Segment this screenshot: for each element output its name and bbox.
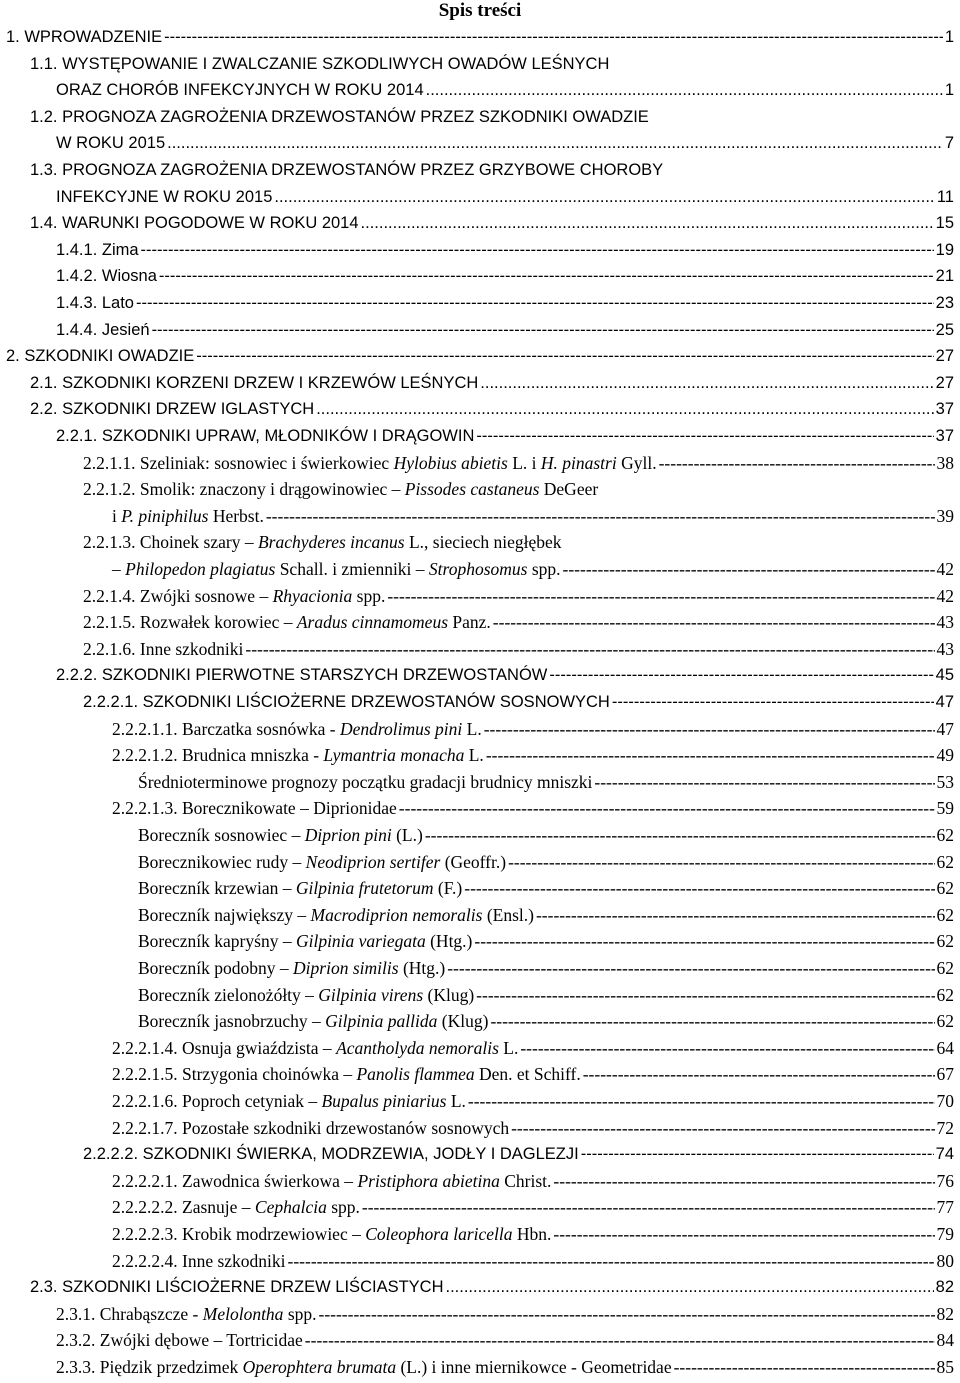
toc-entry-title: 2.2.2.1.6. Poproch cetyniak – Bupalus piniarius L. (112, 1091, 466, 1111)
toc-entry[interactable] (30, 396, 954, 422)
toc-entry-title: ORAZ CHORÓB INFEKCYJNYCH W ROKU 2014 (56, 81, 424, 100)
toc-entry[interactable] (112, 1115, 954, 1141)
toc-leader (553, 1168, 934, 1194)
toc-page-number: 49 (936, 745, 954, 766)
toc-entry-title: 2.2.2.1.5. Strzygonia choinówka – Panolis flammea Den. et Schiff. (112, 1064, 581, 1085)
toc-page-number: 84 (936, 1330, 954, 1351)
toc-entry[interactable] (112, 1035, 954, 1061)
toc-page-number: 82 (936, 1303, 954, 1324)
toc-entry-title: 2.2.1.6. Inne szkodniki (83, 638, 244, 659)
toc-leader (583, 1061, 935, 1087)
toc-leader (464, 875, 934, 901)
toc-entry-title: 1.2. PROGNOZA ZAGROŻENIA DRZEWOSTANÓW PRZEZ SZKODNIKI OWADZIE (30, 107, 649, 126)
toc-page-number: 25 (935, 320, 954, 339)
toc-entry-title: 2.2.2.2.4. Inne szkodniki (112, 1250, 286, 1271)
toc-leader (446, 1274, 934, 1300)
toc-page-number: 76 (936, 1170, 954, 1191)
toc-page-number: 1 (944, 81, 954, 100)
toc-entry-title: 2.2.1.5. Rozwałek korowiec – Aradus cinnamomeus Panz. (83, 612, 491, 633)
toc-leader (167, 130, 943, 156)
toc-leader (476, 423, 933, 449)
toc-page-number: 80 (936, 1250, 954, 1271)
toc-page-number: 27 (935, 373, 954, 392)
toc-entry-title: 2.2.1.3. Choinek szary – Brachyderes incanus L., sieciech niegłębek (83, 532, 562, 553)
toc-leader (164, 24, 943, 50)
toc-page-number: 37 (935, 427, 954, 445)
toc-leader (319, 1301, 935, 1327)
toc-entry-title: Boreczník podobny – Diprion similis (Htg.) (138, 958, 446, 978)
toc-entry-title: 2.2. SZKODNIKI DRZEW IGLASTYCH (30, 400, 315, 419)
toc-leader (361, 210, 934, 236)
toc-entry[interactable] (83, 583, 954, 609)
toc-entry[interactable] (112, 1061, 954, 1087)
toc-page-number: 62 (936, 904, 954, 925)
toc-entry-title: 2.2.2.1.2. Brudnica mniszka - Lymantria monacha L. (112, 745, 484, 766)
toc-page-number: 64 (936, 1037, 954, 1058)
toc-leader (508, 849, 934, 875)
toc-entry[interactable] (112, 1168, 954, 1194)
toc-entry-title: 1.4. WARUNKI POGODOWE W ROKU 2014 (30, 214, 359, 233)
toc-entry[interactable] (112, 503, 954, 529)
toc-entry[interactable] (30, 370, 954, 396)
toc-leader (447, 955, 934, 981)
toc-leader (581, 1141, 934, 1167)
toc-entry[interactable] (112, 1088, 954, 1114)
toc-entry-title: 2.3.3. Piędzik przedzimek Operophtera brumata (L.) i inne miernikowce - Geometridae (56, 1357, 672, 1377)
toc-leader (484, 716, 935, 742)
toc-leader (476, 982, 934, 1008)
toc-page-number: 21 (935, 267, 954, 286)
toc-leader (536, 902, 935, 928)
toc-entry-title: 2.2.1.1. Szeliniak: sosnowiec i świerkowiec Hylobius abietis L. i H. pinastri Gyll. (83, 452, 657, 473)
toc-leader (266, 503, 935, 529)
toc-entry[interactable] (56, 77, 954, 103)
toc-entry-title: 2.3. SZKODNIKI LIŚCIOŻERNE DRZEW LIŚCIASTYCH (30, 1278, 444, 1297)
toc-leader (362, 1194, 935, 1220)
toc-leader (474, 928, 934, 954)
toc-leader (159, 263, 934, 289)
toc-entry-title: 1.4.1. Zima (56, 240, 139, 259)
toc-entry-title: 2.2.2.1.4. Osnuja gwiaździsta – Acantholyda nemoralis L. (112, 1037, 519, 1058)
toc-entry-title: 1.4.4. Jesień (56, 320, 150, 339)
toc-entry[interactable] (56, 662, 954, 688)
toc-entry-title: 1.1. WYSTĘPOWANIE I ZWALCZANIE SZKODLIWYCH OWADÓW LEŚNYCH (30, 54, 610, 73)
toc-entry[interactable] (56, 290, 954, 316)
toc-page-number: 7 (944, 134, 954, 153)
toc-entry-title: INFEKCYJNE W ROKU 2015 (56, 187, 273, 206)
toc-entry[interactable] (30, 51, 954, 77)
toc-page-number: 74 (935, 1145, 954, 1164)
toc-leader (316, 396, 933, 422)
toc-entry-title: Boreczník kapryśny – Gilpinia variegata (Htg.) (138, 931, 473, 952)
toc-leader (468, 1088, 935, 1114)
toc-page-number: 62 (936, 851, 954, 872)
toc-entry[interactable] (30, 104, 954, 130)
toc-entry[interactable] (83, 450, 954, 476)
toc-entry[interactable] (138, 875, 954, 901)
toc-entry[interactable] (83, 689, 954, 715)
toc-leader (480, 370, 933, 396)
toc-entry[interactable] (56, 1327, 954, 1353)
toc-entry[interactable] (56, 423, 954, 449)
toc-leader (486, 742, 935, 768)
toc-entry[interactable] (138, 955, 954, 981)
toc-page-number: 23 (935, 294, 954, 312)
toc-entry[interactable] (83, 1141, 954, 1167)
toc-entry-title: 2.2.1.4. Zwójki sosnowe – Rhyacionia spp. (83, 585, 386, 606)
toc-page-number: 47 (936, 718, 954, 739)
toc-entry-title: 2.2.2.2.3. Krobik modrzewiowiec – Coleophora laricella Hbn. (112, 1224, 552, 1244)
toc-page-number: 11 (936, 187, 954, 206)
toc-page-number: 85 (936, 1357, 954, 1377)
toc-entry[interactable] (56, 317, 954, 343)
toc-page-number: 62 (936, 825, 954, 845)
toc-leader (136, 290, 934, 316)
toc-leader (425, 822, 935, 848)
toc-entry[interactable] (30, 157, 954, 183)
toc-entry[interactable] (83, 476, 954, 502)
toc-leader (196, 343, 933, 369)
toc-entry-title: W ROKU 2015 (56, 134, 166, 153)
toc-page-number: 62 (936, 958, 954, 978)
toc-entry[interactable] (56, 184, 954, 210)
toc-entry-title: 2.2.1. SZKODNIKI UPRAW, MŁODNIKÓW I DRĄGOWIN (56, 427, 475, 445)
toc-entry[interactable] (112, 1221, 954, 1247)
toc-page-number: 27 (935, 347, 954, 366)
toc-entry-title: Boreczník krzewian – Gilpinia frutetorum (F.) (138, 878, 463, 899)
toc-page-number: 19 (935, 240, 954, 259)
toc-page-number: 62 (936, 931, 954, 952)
toc-page-number: 62 (936, 984, 954, 1005)
toc-entry-title: Boreczník największy – Macrodiprion nemoralis (Ensl.) (138, 904, 534, 925)
toc-entry[interactable] (112, 742, 954, 768)
toc-entry[interactable] (112, 1194, 954, 1220)
toc-entry-title: 2.2.2.1.7. Pozostałe szkodniki drzewostanów sosnowych (112, 1117, 510, 1138)
toc-entry[interactable] (112, 716, 954, 742)
toc-entry[interactable] (138, 982, 954, 1008)
toc-page-number: 38 (936, 452, 954, 473)
toc-leader (141, 237, 934, 263)
toc-page-number: 37 (935, 400, 954, 419)
toc-page-number: 62 (936, 878, 954, 899)
toc-entry-title: Boreczník sosnowiec – Diprion pini (L.) (138, 825, 423, 845)
toc-entry-title: 1.3. PROGNOZA ZAGROŻENIA DRZEWOSTANÓW PRZEZ GRZYBOWE CHOROBY (30, 161, 664, 179)
toc-leader (563, 556, 935, 582)
toc-entry[interactable] (56, 1301, 954, 1327)
toc-entry-title: Boreczník jasnobrzuchy – Gilpinia pallida (Klug) (138, 1011, 489, 1032)
toc-leader (674, 1354, 935, 1380)
toc-page-number: 45 (935, 666, 954, 685)
toc-entry[interactable] (138, 902, 954, 928)
toc-entry-title: 2.2.2.1. SZKODNIKI LIŚCIOŻERNE DRZEWOSTANÓW SOSNOWYCH (83, 693, 610, 711)
toc-page-number: 79 (936, 1224, 954, 1244)
toc-entry[interactable] (112, 556, 954, 582)
toc-leader (520, 1035, 934, 1061)
toc-entry[interactable] (138, 822, 954, 848)
toc-entry-title: 2.3.2. Zwójki dębowe – Tortricidae (56, 1330, 303, 1351)
toc-entry-title: 1.4.2. Wiosna (56, 267, 157, 286)
toc-leader (490, 1008, 934, 1034)
toc-entry[interactable] (30, 1274, 954, 1300)
toc-page-number: 77 (936, 1197, 954, 1218)
toc-page-number: 62 (936, 1011, 954, 1032)
toc-entry-title: 2.2.2.2.1. Zawodnica świerkowa – Pristiphora abietina Christ. (112, 1170, 552, 1191)
toc-entry-title: 2.3.1. Chrabąszcze - Melolontha spp. (56, 1303, 317, 1324)
toc-entry[interactable] (6, 24, 954, 50)
toc-page-number: 15 (935, 214, 954, 233)
toc-leader (594, 769, 934, 795)
toc-leader (305, 1327, 935, 1353)
toc-entry[interactable] (83, 636, 954, 662)
toc-page-number: 43 (936, 638, 954, 659)
toc-leader (387, 583, 934, 609)
toc-page-number: 42 (936, 559, 954, 579)
toc-page-number: 39 (936, 505, 954, 526)
toc-page-number: 53 (936, 771, 954, 792)
toc-entry-title: 2.2.1.2. Smolik: znaczony i drągowinowiec – Pissodes castaneus DeGeer (83, 479, 599, 500)
toc-entry-title: 2.2.2.2. SZKODNIKI ŚWIERKA, MODRZEWIA, JODŁY I DAGLEZJI (83, 1145, 579, 1164)
toc-entry-title: Boreczník zielonożółty – Gilpinia virens (Klug) (138, 984, 475, 1005)
toc-page-number: 70 (936, 1091, 954, 1111)
toc-page-number: 43 (936, 612, 954, 633)
toc-entry-title: 2. SZKODNIKI OWADZIE (6, 347, 195, 366)
toc-entry[interactable] (83, 529, 954, 555)
toc-page-number: 47 (935, 693, 954, 711)
toc-entry-title: 2.2.2.2.2. Zasnuje – Cephalcia spp. (112, 1197, 360, 1218)
toc-entry[interactable] (6, 343, 954, 369)
toc-entry-title: Borecznikowiec rudy – Neodiprion sertifer (Geoffr.) (138, 851, 507, 872)
toc-entry-title: i P. piniphilus Herbst. (112, 505, 264, 526)
toc-leader (511, 1115, 934, 1141)
toc-entry[interactable] (138, 1008, 954, 1034)
toc-entry-title: Średnioterminowe prognozy początku gradacji brudnicy mniszki (138, 771, 593, 792)
toc-leader (288, 1248, 935, 1274)
toc-page-number: 82 (935, 1278, 954, 1297)
toc-entry[interactable] (138, 849, 954, 875)
toc-entry[interactable] (112, 795, 954, 821)
toc-page-number: 67 (936, 1064, 954, 1085)
toc-entry-title: 2.2.2. SZKODNIKI PIERWOTNE STARSZYCH DRZEWOSTANÓW (56, 666, 548, 685)
toc-leader (549, 662, 933, 688)
toc-leader (245, 636, 934, 662)
toc-entry-title: 2.1. SZKODNIKI KORZENI DRZEW I KRZEWÓW LEŚNYCH (30, 373, 479, 392)
toc-leader (493, 609, 935, 635)
toc-entry-title: 2.2.2.1.3. Borecznikowate – Diprionidae (112, 798, 397, 819)
toc-entry[interactable] (112, 1248, 954, 1274)
toc-entry[interactable] (56, 237, 954, 263)
toc-leader (553, 1221, 934, 1247)
toc-entry-title: 1. WPROWADZENIE (6, 28, 163, 46)
toc-page-number: 59 (936, 798, 954, 819)
toc-entry[interactable] (56, 263, 954, 289)
page-title: Spis treści (438, 0, 522, 21)
toc-entry[interactable] (138, 769, 954, 795)
toc-leader (426, 77, 943, 103)
toc-entry-title: 1.4.3. Lato (56, 294, 134, 312)
toc-entry[interactable] (83, 609, 954, 635)
toc-entry[interactable] (138, 928, 954, 954)
toc-entry-title: 2.2.2.1.1. Barczatka sosnówka - Dendrolimus pini L. (112, 718, 482, 739)
toc-page-number: 1 (944, 28, 954, 46)
toc-entry-title: – Philopedon plagiatus Schall. i zmienniki – Strophosomus spp. (112, 559, 561, 579)
toc-leader (612, 689, 934, 715)
toc-entry[interactable] (56, 1354, 954, 1380)
toc-page-number: 42 (936, 585, 954, 606)
toc-leader (274, 184, 934, 210)
toc-leader (399, 795, 935, 821)
toc-entry[interactable] (56, 130, 954, 156)
toc-leader (152, 317, 934, 343)
toc-page-number: 72 (936, 1117, 954, 1138)
toc-entry[interactable] (30, 210, 954, 236)
toc-leader (659, 450, 935, 476)
